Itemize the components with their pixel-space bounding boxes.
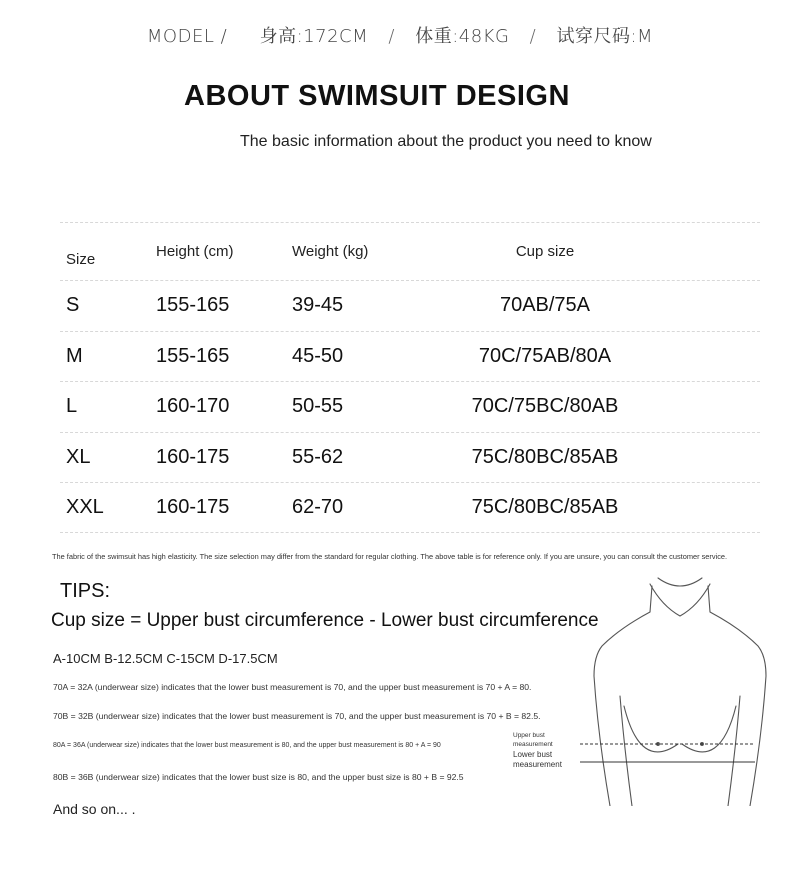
bust-measurement-illustration [580,576,780,806]
cell-height: 160-175 [156,495,230,518]
cell-cup-size: 70C/75BC/80AB [471,395,619,418]
cell-size: XXL [66,495,104,518]
model-height: 身高:172CM [259,26,369,47]
cup-example: 70A = 32A (underwear size) indicates that the lower bust measurement is 70, and the upper bust measurement is 70 + A = 80. [53,682,532,692]
chin-outline [658,578,702,586]
table-row [60,432,760,483]
arm-right [750,676,766,806]
cell-weight: 55-62 [292,445,344,468]
cup-example: 80A = 36A (underwear size) indicates that the lower bust measurement is 80, and the upper bust measurement is 80 + A = 90 [53,742,441,749]
header-height: Height (cm) [156,243,234,260]
and-so-on-text: And so on... . [53,801,136,817]
header-cup-size: Cup size [515,243,575,260]
page-subtitle: The basic information about the product you need to know [240,133,652,150]
cell-cup-size: 75C/80BC/85AB [471,495,619,518]
page-title: ABOUT SWIMSUIT DESIGN [184,80,570,112]
cell-size: XL [66,445,91,468]
arm-left [594,676,610,806]
cell-size: L [66,395,78,418]
lower-bust-label: Lower bust measurement [513,750,562,769]
model-weight: 体重:48KG [415,26,510,47]
shoulder-left [594,612,650,676]
header-weight: Weight (kg) [292,243,369,260]
cup-example: 80B = 36B (underwear size) indicates that the lower bust size is 80, and the upper bust size is 80 + B = 92.5 [53,772,464,782]
size-chart-table [60,222,760,533]
model-info-line [0,22,800,48]
breast-right [682,706,736,752]
cell-height: 155-165 [156,344,230,367]
cell-weight: 45-50 [292,344,344,367]
cup-letter-scale: A-10CM B-12.5CM C-15CM D-17.5CM [53,651,278,666]
table-row [60,482,760,533]
model-label: MODEL / [146,26,228,47]
breast-left [624,706,678,752]
shoulder-right [710,612,766,676]
separator: / [529,26,537,47]
cell-cup-size: 75C/80BC/85AB [471,445,619,468]
cell-size: S [66,294,80,317]
cell-cup-size: 70C/75AB/80A [478,344,612,367]
upper-bust-label: Upper bust measurement [513,732,553,748]
table-row [60,280,760,331]
cell-size: M [66,344,83,367]
table-row [60,381,760,432]
table-row [60,331,760,382]
neck-left [650,586,652,612]
cell-height: 155-165 [156,294,230,317]
separator: / [388,26,395,47]
header-size: Size [66,251,96,268]
cell-weight: 39-45 [292,294,344,317]
cup-size-formula: Cup size = Upper bust circumference - Lower bust circumference [51,610,599,631]
cell-height: 160-175 [156,445,230,468]
cup-example: 70B = 32B (underwear size) indicates that the lower bust measurement is 70, and the upper bust measurement is 70 + B = 82.5. [53,711,541,721]
tips-heading: TIPS: [60,580,111,602]
cell-height: 160-170 [156,395,230,418]
cell-weight: 50-55 [292,395,344,418]
disclaimer-note: The fabric of the swimsuit has high elasticity. The size selection may differ from the standard for regular clothing. The above table is for reference only. If you are unsure, you can consult the customer service. [52,552,728,561]
neck-outline [650,584,710,616]
neck-right [708,586,710,612]
table-header-row [60,222,760,280]
model-trial-size: 试穿尺码:M [556,26,654,47]
cell-cup-size: 70AB/75A [499,294,591,317]
cell-weight: 62-70 [292,495,344,518]
